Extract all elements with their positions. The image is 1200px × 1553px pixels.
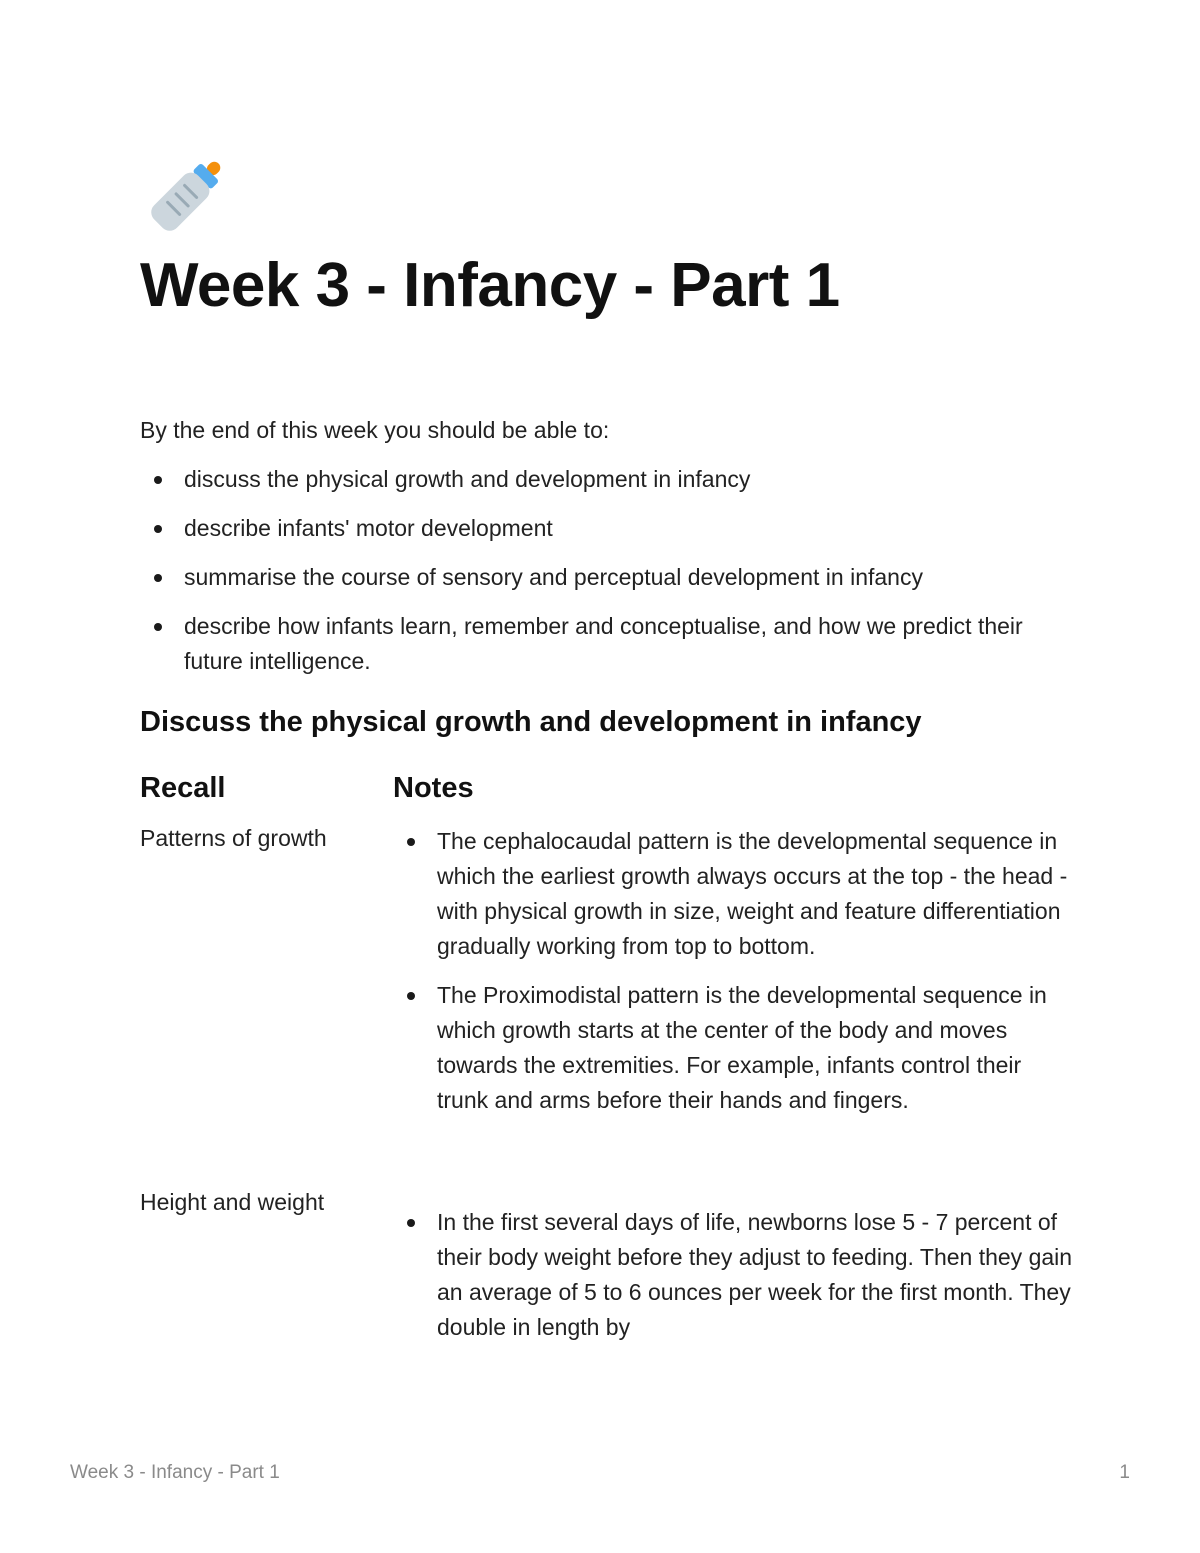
bullet-icon <box>154 574 162 582</box>
note-text: The cephalocaudal pattern is the developmental sequence in which the earliest growth always occurs at the top - the head - with physical growth in size, weight and feature differentiation gradually working from top to bottom. <box>437 828 1068 959</box>
bullet-icon <box>407 992 415 1000</box>
bullet-icon <box>154 476 162 484</box>
list-item <box>140 609 1070 679</box>
notes-list-height-weight <box>393 1205 1073 1359</box>
section-heading: Discuss the physical growth and development in infancy <box>140 706 922 738</box>
objectives-list <box>140 462 1070 693</box>
objective-text: describe infants' motor development <box>184 515 553 541</box>
note-text: In the first several days of life, newborns lose 5 - 7 percent of their body weight before they adjust to feeding. Then they gain an average of 5 to 6 ounces per week for the first month. They double in length by <box>437 1209 1073 1340</box>
list-item <box>393 824 1073 964</box>
list-item <box>140 560 1070 595</box>
page-title: Week 3 - Infancy - Part 1 <box>140 251 840 320</box>
page-icon <box>140 150 232 242</box>
baby-bottle-icon <box>140 150 232 242</box>
list-item <box>393 1205 1073 1345</box>
objective-text: summarise the course of sensory and perceptual development in infancy <box>184 564 923 590</box>
intro-text: By the end of this week you should be able to: <box>140 417 610 443</box>
bullet-icon <box>154 623 162 631</box>
objective-text: discuss the physical growth and development in infancy <box>184 466 751 492</box>
list-item <box>393 978 1073 1118</box>
footer-title: Week 3 - Infancy - Part 1 <box>70 1462 280 1483</box>
recall-item-height-and-weight: Height and weight <box>140 1189 325 1215</box>
notes-list-growth-patterns <box>393 824 1073 1132</box>
notes-column-heading: Notes <box>393 772 474 804</box>
recall-column-heading: Recall <box>140 772 226 804</box>
note-text: The Proximodistal pattern is the developmental sequence in which growth starts at the center of the body and moves towards the extremities. For example, infants control their trunk and arms before their hands and fingers. <box>437 982 1047 1113</box>
bullet-icon <box>407 1219 415 1227</box>
bullet-icon <box>154 525 162 533</box>
list-item <box>140 462 1070 497</box>
page-number: 1 <box>1119 1462 1130 1483</box>
objective-text: describe how infants learn, remember and conceptualise, and how we predict their future intelligence. <box>184 613 1023 674</box>
list-item <box>140 511 1070 546</box>
bullet-icon <box>407 838 415 846</box>
recall-item-patterns-of-growth: Patterns of growth <box>140 825 327 851</box>
